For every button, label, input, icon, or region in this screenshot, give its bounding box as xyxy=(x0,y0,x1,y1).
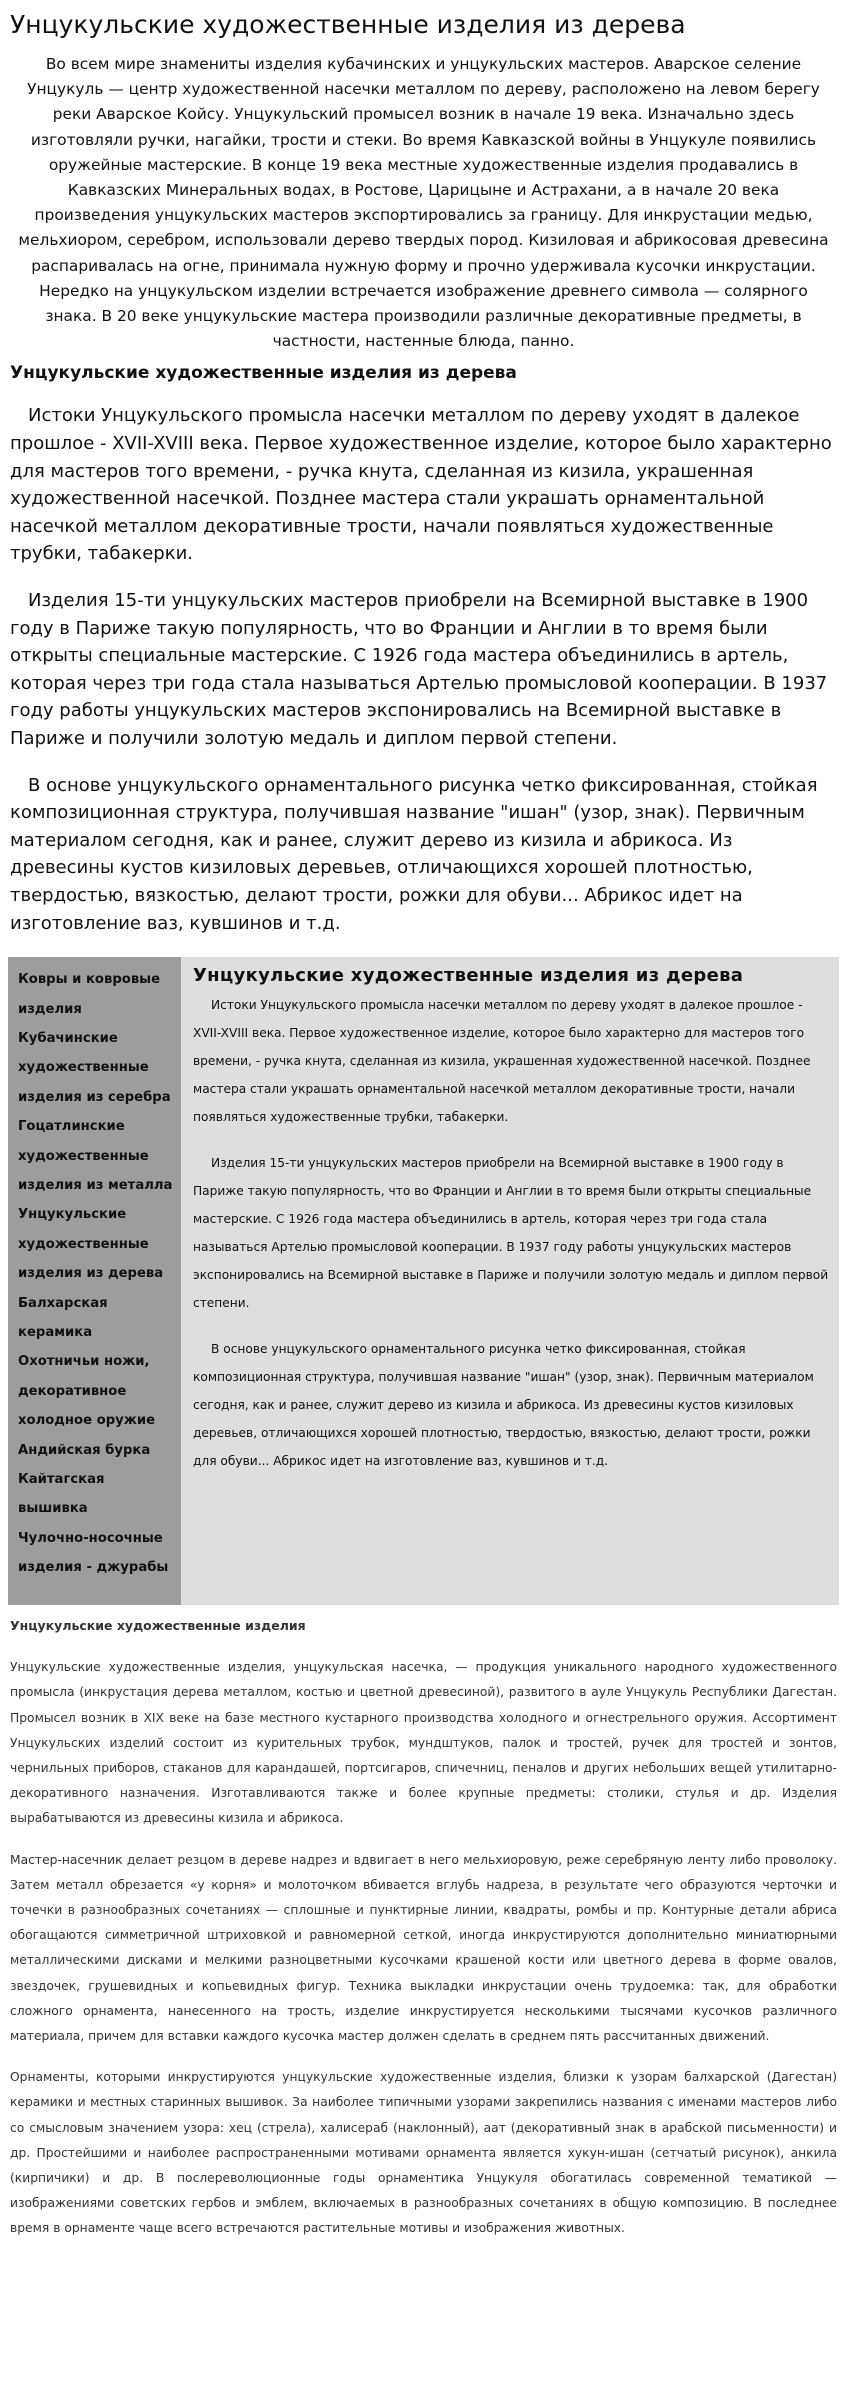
gray-content xyxy=(181,957,839,1605)
sidebar-item-burka[interactable]: Андийская бурка xyxy=(18,1442,151,1458)
gray-section-paragraph: Изделия 15-ти унцукульских мастеров приобрели на Всемирной выставке в 1900 году в Париже такую популярность, что во Франции и Англии в то время были открыты специальные мастерские. С 1926 года мастера объединились в артель, которая через три года стала называться Артелью промысловой кооперации. В 1937 году работы унцукульских мастеров экспонировались на Всемирной выставке в Париже и получили золотую медаль и диплом первой степени. xyxy=(193,1156,829,1311)
section-title: Унцукульские художественные изделия из дерева xyxy=(10,363,517,384)
sidebar-item-untsukul[interactable]: Унцукульские художественные изделия из дерева xyxy=(18,1207,164,1282)
bottom-paragraph: Мастер-насечник делает резцом в дереве надрез и вдвигает в него мельхиоровую, реже серебряную ленту либо проволоку. Затем металл обрезается «у корня» и молоточком вбивается вглубь надреза, в результате чего образуются черточки и точечки в разнообразных сочетаниях — сплошные и пунктирные линии, квадраты, ромбы и пр. Контурные детали абриса обогащаются симметричной штриховкой и равномерной сеткой, иногда инкрустируются дополнительно миниатюрными металлическими дисками и мелкими разноцветными кусочками крашеной кости или цветного дерева в форме овалов, звездочек, грушевидных и копьевидных фигур. Техника выкладки инкрустации очень трудоемка: так, для обработки сложного орнамента, нанесенного на трость, изделие инкрустируется несколькими тысячами кусочков различного материала, причем для вставки каждого кусочка мастер должен сделать в среднем пять рассчитанных движений. xyxy=(10,1852,837,2043)
gray-section-paragraph: Истоки Унцукульского промысла насечки металлом по дереву уходят в далекое прошлое - XVII-XVIII века. Первое художественное изделие, которое было характерно для мастеров того времени, - ручка кнута, сделанная из кизила, украшенная художественной насечкой. Позднее мастера стали украшать орнаментальной насечкой металлом декоративные трости, начали появляться художественные трубки, табакерки. xyxy=(193,998,811,1125)
section-paragraph: В основе унцукульского орнаментального рисунка четко фиксированная, стойкая композиционная структура, получившая название "ишан" (узор, знак). Первичным материалом сегодня, как и ранее, служит дерево из кизила и абрикоса. Из древесины кустов кизиловых деревьев, отличающихся хорошей плотностью, твердостью, вязкостью, делают трости, рожки для обуви... Абрикос идет на изготовление ваз, кувшинов и т.д. xyxy=(10,774,818,934)
bottom-article xyxy=(0,1605,847,2241)
sidebar-nav xyxy=(8,957,181,1605)
sidebar-item-kubachi[interactable]: Кубачинские художественные изделия из серебра xyxy=(18,1030,171,1105)
bottom-paragraph: Орнаменты, которыми инкрустируются унцукульские художественные изделия, близки к узорам балхарской (Дагестан) керамики и местных старинных вышивок. За наиболее типичными узорами закрепились названия с именами мастеров либо со смысловым значением узора: хец (стрела), халисераб (наклонный), аат (декоративный знак в арабской письменности) и др. Простейшими и наиболее распространенными мотивами орнамента является хукун-ишан (сетчатый рисунок), анкила (кирпичики) и др. В послереволюционные годы орнаментика Унцукуля обогатилась современной тематикой — изображениями советских гербов и эмблем, включаемых в разнообразных сочетаниях в общую композицию. В последнее время в орнаменте чаще всего встречаются растительные мотивы и изображения животных. xyxy=(10,2070,837,2236)
gray-section-paragraph: В основе унцукульского орнаментального рисунка четко фиксированная, стойкая композиционная структура, получившая название "ишан" (узор, знак). Первичным материалом сегодня, как и ранее, служит дерево из кизила и абрикоса. Из древесины кустов кизиловых деревьев, отличающихся хорошей плотностью, твердостью, вязкостью, делают трости, рожки для обуви... Абрикос идет на изготовление ваз, кувшинов и т.д. xyxy=(193,1342,814,1469)
intro-paragraph: Во всем мире знамениты изделия кубачинских и унцукульских мастеров. Аварское селение Унцукуль — центр художественной насечки металлом по дереву, расположено на левом берегу реки Аварское Койсу. Унцукульский промысел возник в начале 19 века. Изначально здесь изготовляли ручки, нагайки, трости и стеки. Во время Кавказской войны в Унцукуле появились оружейные мастерские. В конце 19 века местные художественные изделия продавались в Кавказских Минеральных водах, в Ростове, Царицыне и Астрахани, а в начале 20 века произведения унцукульских мастеров экспортировались за границу. Для инкрустации медью, мельхиором, серебром, использовали дерево твердых пород. Кизиловая и абрикосовая древесина распаривалась на огне, принимала нужную форму и прочно удерживала кусочки инкрустации. Нередко на унцукульском изделии встречается изображение древнего символа — солярного знака. В 20 веке унцукульские мастера производили различные декоративные предметы, в частности, настенные блюда, панно. xyxy=(18,55,829,351)
sidebar-item-gotsatl[interactable]: Гоцатлинские художественные изделия из металла xyxy=(18,1119,173,1193)
page-title: Унцукульские художественные изделия из дерева xyxy=(10,10,686,39)
sidebar-item-balkhar[interactable]: Балхарская керамика xyxy=(18,1295,108,1340)
gray-content-block xyxy=(8,957,839,1605)
sidebar-item-kaitag[interactable]: Кайтагская вышивка xyxy=(18,1472,105,1517)
sidebar-item-knives[interactable]: Охотничьи ножи, декоративное холодное оружие xyxy=(18,1354,156,1429)
bottom-paragraph: Унцукульские художественные изделия, унцукульская насечка, — продукция уникального народного художественного промысла (инкрустация дерева металлом, костью и цветной древесиной), развитого в ауле Унцукуль Республики Дагестан. Промысел возник в XIX веке на базе местного кустарного производства холодного и огнестрельного оружия. Ассортимент Унцукульских изделий состоит из курительных трубок, мундштуков, палок и тростей, ручек для тростей и зонтов, чернильных приборов, стаканов для карандашей, портсигаров, спичечниц, пеналов и других небольших вещей утилитарно-декоративного назначения. Изготавливаются также и более крупные предметы: столики, стулья и др. Изделия вырабатываются из древесины кизила и абрикоса. xyxy=(10,1660,837,1826)
sidebar-item-carpets[interactable]: Ковры и ковровые изделия xyxy=(18,972,161,1017)
bottom-title: Унцукульские художественные изделия xyxy=(10,1618,306,1634)
section-paragraph: Истоки Унцукульского промысла насечки металлом по дереву уходят в далекое прошлое - XVII-XVIII века. Первое художественное изделие, которое было характерно для мастеров того времени, - ручка кнута, сделанная из кизила, украшенная художественной насечкой. Позднее мастера стали украшать орнаментальной насечкой металлом декоративные трости, начали появляться художественные трубки, табакерки. xyxy=(10,405,832,565)
section-paragraph: Изделия 15-ти унцукульских мастеров приобрели на Всемирной выставке в 1900 году в Париже такую популярность, что во Франции и Англии в то время были открыты специальные мастерские. С 1926 года мастера объединились в артель, которая через три года стала называться Артелью промысловой кооперации. В 1937 году работы унцукульских мастеров экспонировались на Всемирной выставке в Париже и получили золотую медаль и диплом первой степени. xyxy=(10,590,828,749)
gray-section-title: Унцукульские художественные изделия из дерева xyxy=(193,965,744,987)
sidebar-item-dzhuraby[interactable]: Чулочно-носочные изделия - джурабы xyxy=(18,1530,169,1576)
